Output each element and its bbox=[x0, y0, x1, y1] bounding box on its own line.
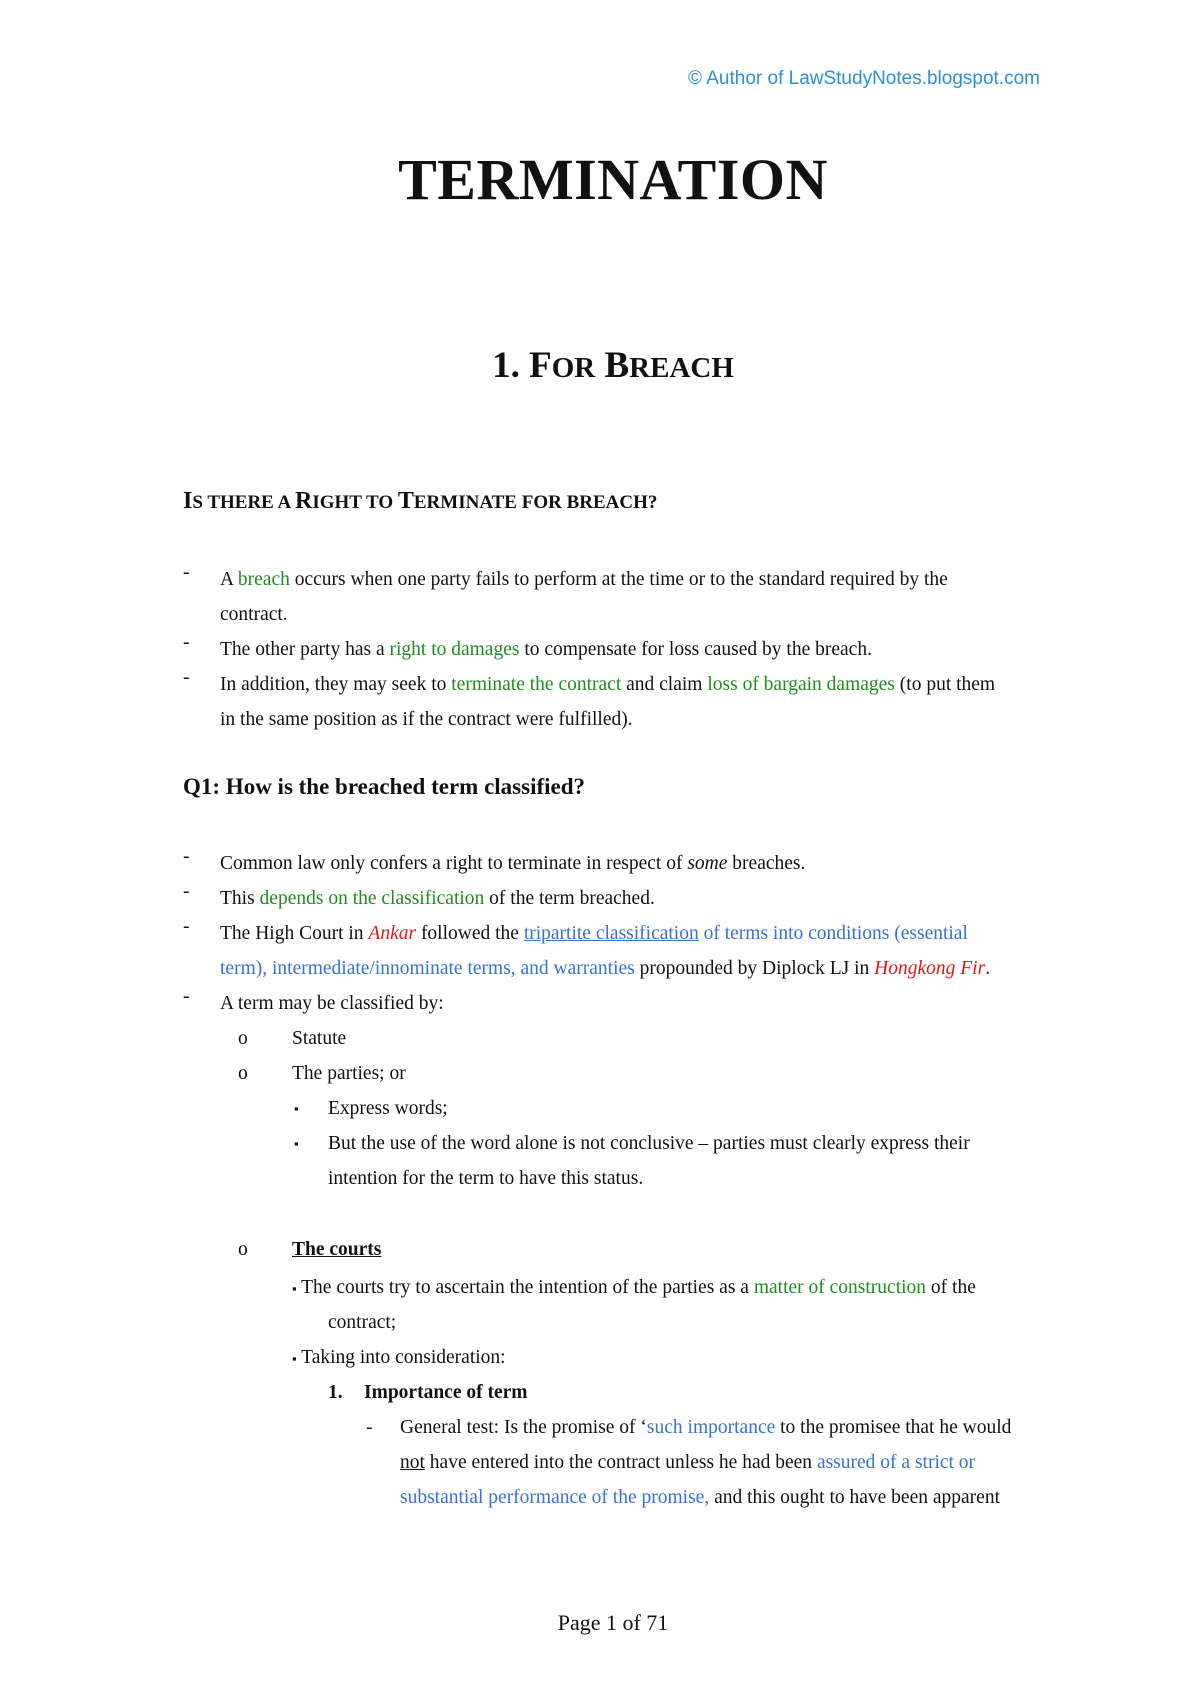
document-title: TERMINATION bbox=[398, 147, 828, 212]
sub-construction: ▪ The courts try to ascertain the intention of the parties as a matter of construction of the bbox=[292, 1277, 976, 1298]
sub-not-conclusive: But the use of the word alone is not conclusive – parties must clearly express their bbox=[328, 1133, 970, 1154]
option-parties: The parties; or bbox=[292, 1063, 406, 1084]
case-hongkong-fir: Hongkong Fir bbox=[874, 958, 986, 979]
sub-taking-into-consideration: ▪ Taking into consideration: bbox=[292, 1347, 506, 1368]
q1-heading: Q1: How is the breached term classified? bbox=[183, 774, 586, 799]
bullet-marker: - bbox=[366, 1417, 373, 1438]
square-marker: ▪ bbox=[294, 1136, 299, 1151]
subheading-right-to-terminate: IS THERE A RIGHT TO TERMINATE FOR BREACH? bbox=[183, 488, 658, 514]
option-courts: The courts bbox=[292, 1239, 382, 1260]
sub-express-words: Express words; bbox=[328, 1098, 448, 1119]
case-ankar: Ankar bbox=[368, 923, 417, 944]
sub-construction-cont: contract; bbox=[328, 1312, 397, 1333]
q1-bullet-classification: This depends on the classification of the term breached. bbox=[220, 888, 655, 909]
q1-bullet-common-law: Common law only confers a right to terminate in respect of some breaches. bbox=[220, 853, 806, 874]
numbered-item-number: 1. bbox=[328, 1382, 343, 1403]
copyright-notice: © Author of LawStudyNotes.blogspot.com bbox=[688, 68, 1040, 89]
circle-marker: o bbox=[238, 1239, 248, 1260]
importance-of-term-heading: Importance of term bbox=[364, 1382, 528, 1403]
intro-bullet-damages: The other party has a right to damages to compensate for loss caused by the breach. bbox=[220, 639, 872, 660]
q1-bullet-high-court-cont: term), intermediate/innominate terms, and warranties propounded by Diplock LJ in Hongkong Fir. bbox=[220, 958, 991, 979]
circle-marker: o bbox=[238, 1063, 248, 1084]
option-statute: Statute bbox=[292, 1028, 347, 1049]
section-heading: 1. FOR BREACH bbox=[492, 345, 734, 386]
bullet-marker: - bbox=[183, 986, 190, 1007]
bullet-marker: - bbox=[183, 632, 190, 653]
general-test-line1: General test: Is the promise of ‘such importance to the promisee that he would bbox=[400, 1417, 1012, 1438]
intro-bullet-breach: A breach occurs when one party fails to perform at the time or to the standard required by the bbox=[220, 569, 948, 590]
sub-not-conclusive-cont: intention for the term to have this status. bbox=[328, 1168, 644, 1189]
circle-marker: o bbox=[238, 1028, 248, 1049]
intro-bullet-terminate: In addition, they may seek to terminate the contract and claim loss of bargain damages (to put them bbox=[220, 674, 996, 695]
page-number: Page 1 of 71 bbox=[557, 1610, 669, 1635]
intro-bullet-terminate-cont: in the same position as if the contract were fulfilled). bbox=[220, 709, 633, 730]
q1-bullet-high-court: The High Court in Ankar followed the tripartite classification of terms into conditions (essential bbox=[220, 923, 968, 944]
bullet-marker: - bbox=[183, 667, 190, 688]
bullet-marker: - bbox=[183, 881, 190, 902]
q1-bullet-classified-by: A term may be classified by: bbox=[220, 993, 444, 1014]
general-test-line3: substantial performance of the promise, and this ought to have been apparent bbox=[400, 1487, 1000, 1508]
tripartite-classification-link[interactable]: tripartite classification bbox=[523, 923, 699, 944]
bullet-marker: - bbox=[183, 916, 190, 937]
bullet-marker: - bbox=[183, 846, 190, 867]
intro-bullet-breach-cont: contract. bbox=[220, 604, 288, 625]
square-marker: ▪ bbox=[294, 1101, 299, 1116]
general-test-line2: not have entered into the contract unless he had been assured of a strict or bbox=[400, 1452, 976, 1473]
bullet-marker: - bbox=[183, 562, 190, 583]
